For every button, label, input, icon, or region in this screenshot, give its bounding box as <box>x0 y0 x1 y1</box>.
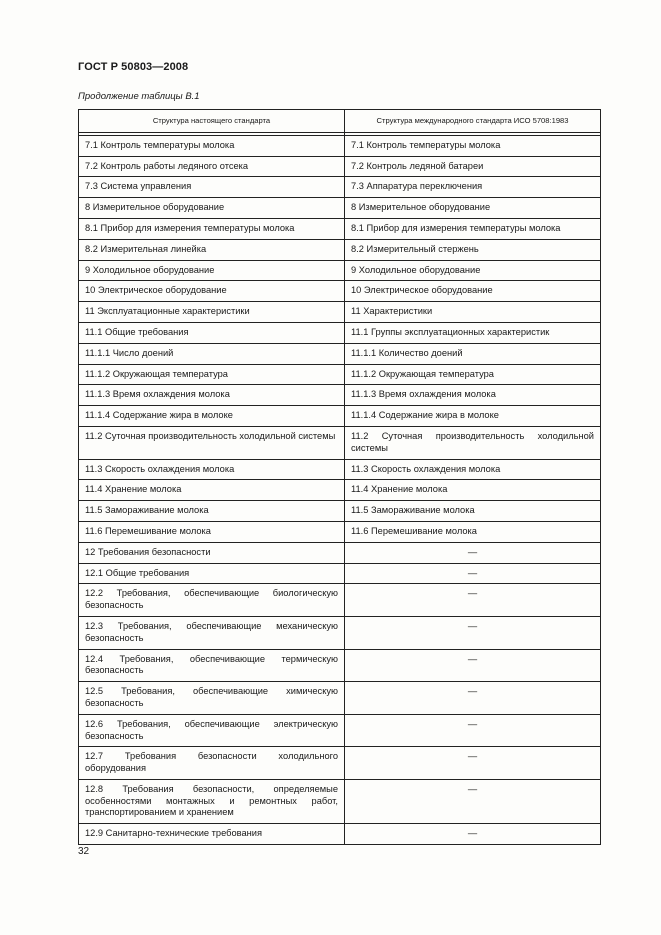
cell-national-structure: 12.7 Требования безопасности холодильного оборудования <box>79 747 345 780</box>
table-row <box>79 563 601 584</box>
cell-international-structure: — <box>345 649 601 682</box>
table-row <box>79 714 601 747</box>
cell-national-structure: 9 Холодильное оборудование <box>79 260 345 281</box>
cell-national-structure: 7.2 Контроль работы ледяного отсека <box>79 156 345 177</box>
cell-national-structure: 11.1.1 Число доений <box>79 343 345 364</box>
cell-national-structure: 11 Эксплуатационные характеристики <box>79 302 345 323</box>
cell-national-structure: 11.5 Замораживание молока <box>79 501 345 522</box>
cell-international-structure: 11.1.3 Время охлаждения молока <box>345 385 601 406</box>
document-title: ГОСТ Р 50803—2008 <box>78 61 189 73</box>
cell-international-structure: 8.1 Прибор для измерения температуры молока <box>345 218 601 239</box>
cell-national-structure: 12.6 Требования, обеспечивающие электрическую безопасность <box>79 714 345 747</box>
table-row <box>79 542 601 563</box>
table-header-row <box>79 110 601 133</box>
cell-national-structure: 11.4 Хранение молока <box>79 480 345 501</box>
cell-national-structure: 12.2 Требования, обеспечивающие биологическую безопасность <box>79 584 345 617</box>
table-row <box>79 426 601 459</box>
cell-international-structure: 11.1.1 Количество доений <box>345 343 601 364</box>
cell-international-structure: — <box>345 714 601 747</box>
table-row <box>79 649 601 682</box>
cell-international-structure: 10 Электрическое оборудование <box>345 281 601 302</box>
cell-national-structure: 12.1 Общие требования <box>79 563 345 584</box>
table-row <box>79 364 601 385</box>
table-row <box>79 779 601 823</box>
table-row <box>79 260 601 281</box>
cell-national-structure: 8 Измерительное оборудование <box>79 198 345 219</box>
cell-national-structure: 8.2 Измерительная линейка <box>79 239 345 260</box>
cell-international-structure: — <box>345 682 601 715</box>
cell-national-structure: 12.8 Требования безопасности, определяемые особенностями монтажных и ремонтных работ, транспортированием и хранением <box>79 779 345 823</box>
cell-international-structure: — <box>345 824 601 845</box>
cell-national-structure: 11.1 Общие требования <box>79 322 345 343</box>
cell-national-structure: 7.1 Контроль температуры молока <box>79 135 345 156</box>
table-row <box>79 406 601 427</box>
table-row <box>79 218 601 239</box>
table-row <box>79 824 601 845</box>
cell-national-structure: 12.3 Требования, обеспечивающие механическую безопасность <box>79 616 345 649</box>
cell-international-structure: 11.1.2 Окружающая температура <box>345 364 601 385</box>
cell-international-structure: 8 Измерительное оборудование <box>345 198 601 219</box>
cell-international-structure: 11.4 Хранение молока <box>345 480 601 501</box>
table-row <box>79 302 601 323</box>
cell-international-structure: — <box>345 779 601 823</box>
cell-international-structure: 11.1.4 Содержание жира в молоке <box>345 406 601 427</box>
cell-international-structure: — <box>345 747 601 780</box>
table-row <box>79 239 601 260</box>
cell-international-structure: 11.5 Замораживание молока <box>345 501 601 522</box>
cell-international-structure: 11.3 Скорость охлаждения молока <box>345 459 601 480</box>
table-body <box>79 132 601 844</box>
table-row <box>79 584 601 617</box>
table-row <box>79 177 601 198</box>
cell-national-structure: 11.1.4 Содержание жира в молоке <box>79 406 345 427</box>
cell-national-structure: 11.1.3 Время охлаждения молока <box>79 385 345 406</box>
table-row <box>79 459 601 480</box>
cell-international-structure: 11.2 Суточная производительность холодильной системы <box>345 426 601 459</box>
cell-international-structure: 11.6 Перемешивание молока <box>345 521 601 542</box>
column-header-international: Структура международного стандарта ИСО 5708:1983 <box>345 110 601 133</box>
cell-international-structure: 7.3 Аппаратура переключения <box>345 177 601 198</box>
table-row <box>79 343 601 364</box>
table-row <box>79 616 601 649</box>
cell-international-structure: — <box>345 542 601 563</box>
table-row <box>79 501 601 522</box>
cell-national-structure: 12.9 Санитарно-технические требования <box>79 824 345 845</box>
cell-international-structure: 11.1 Группы эксплуатационных характеристик <box>345 322 601 343</box>
cell-international-structure: 8.2 Измерительный стержень <box>345 239 601 260</box>
cell-national-structure: 10 Электрическое оборудование <box>79 281 345 302</box>
cell-national-structure: 12 Требования безопасности <box>79 542 345 563</box>
cell-national-structure: 12.4 Требования, обеспечивающие термическую безопасность <box>79 649 345 682</box>
table-row <box>79 480 601 501</box>
comparison-table <box>78 109 601 845</box>
cell-international-structure: 9 Холодильное оборудование <box>345 260 601 281</box>
table-row <box>79 198 601 219</box>
cell-international-structure: 11 Характеристики <box>345 302 601 323</box>
table-row <box>79 322 601 343</box>
cell-national-structure: 11.6 Перемешивание молока <box>79 521 345 542</box>
table-row <box>79 385 601 406</box>
cell-international-structure: — <box>345 616 601 649</box>
table-row <box>79 135 601 156</box>
cell-international-structure: 7.2 Контроль ледяной батареи <box>345 156 601 177</box>
cell-international-structure: 7.1 Контроль температуры молока <box>345 135 601 156</box>
table-row <box>79 747 601 780</box>
cell-national-structure: 11.3 Скорость охлаждения молока <box>79 459 345 480</box>
cell-national-structure: 11.1.2 Окружающая температура <box>79 364 345 385</box>
column-header-national: Структура настоящего стандарта <box>79 110 345 133</box>
cell-national-structure: 11.2 Суточная производительность холодильной системы <box>79 426 345 459</box>
cell-international-structure: — <box>345 584 601 617</box>
table-row <box>79 281 601 302</box>
table-row <box>79 156 601 177</box>
table-row <box>79 682 601 715</box>
page-number: 32 <box>78 846 90 857</box>
cell-national-structure: 7.3 Система управления <box>79 177 345 198</box>
cell-national-structure: 8.1 Прибор для измерения температуры молока <box>79 218 345 239</box>
table-caption: Продолжение таблицы В.1 <box>78 91 200 102</box>
cell-international-structure: — <box>345 563 601 584</box>
cell-national-structure: 12.5 Требования, обеспечивающие химическую безопасность <box>79 682 345 715</box>
table-row <box>79 521 601 542</box>
